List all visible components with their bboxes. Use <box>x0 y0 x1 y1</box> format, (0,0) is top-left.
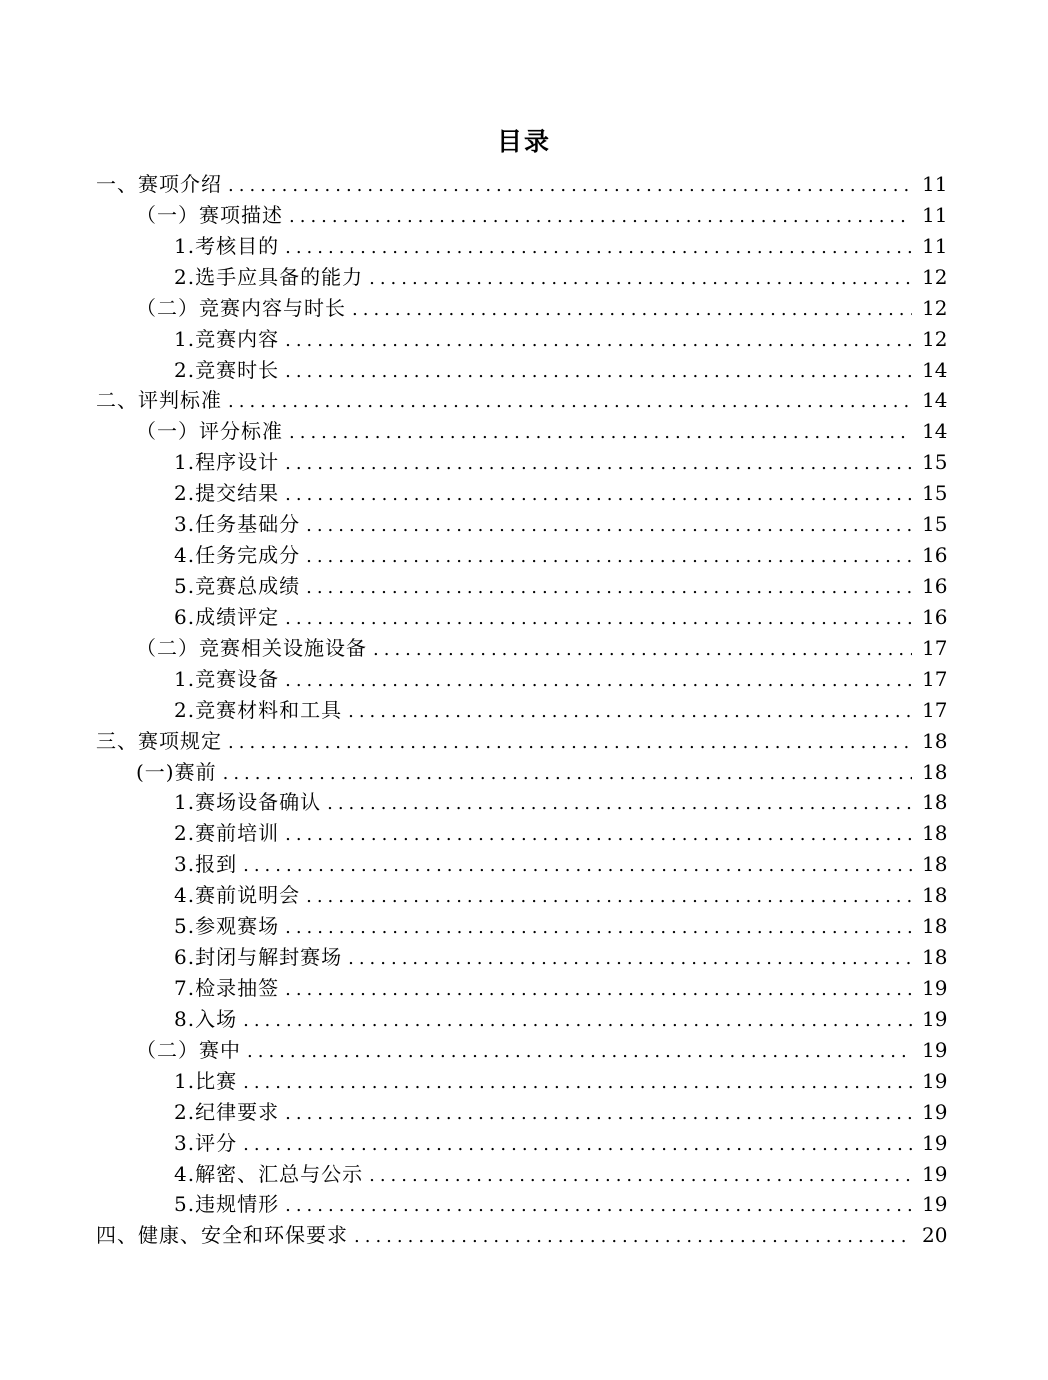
toc-dot-leader <box>243 1068 912 1099</box>
toc-entry[interactable] <box>96 385 946 416</box>
toc-entry-page-number: 14 <box>922 388 948 413</box>
toc-entry-label: 7.检录抽签 <box>174 975 280 1000</box>
toc-dot-leader <box>285 326 912 357</box>
toc-entry-page-number: 19 <box>922 1006 948 1031</box>
toc-dot-leader <box>243 1006 912 1037</box>
toc-entry[interactable] <box>96 1035 946 1066</box>
toc-entry-label: 1.竞赛设备 <box>174 666 280 691</box>
toc-entry-page-number: 19 <box>922 1099 948 1124</box>
toc-entry-page-number: 17 <box>922 635 948 660</box>
toc-entry[interactable] <box>96 1066 946 1097</box>
toc-dot-leader <box>285 233 912 264</box>
toc-dot-leader <box>285 666 912 697</box>
toc-dot-leader <box>243 851 912 882</box>
toc-entry[interactable] <box>96 293 946 324</box>
toc-dot-leader <box>369 264 912 295</box>
toc-entry-label: （二）赛中 <box>136 1037 241 1062</box>
toc-entry[interactable] <box>96 447 946 478</box>
toc-dot-leader <box>306 573 912 604</box>
toc-entry-page-number: 12 <box>922 326 948 351</box>
toc-dot-leader <box>285 913 912 944</box>
toc-entry[interactable] <box>96 231 946 262</box>
toc-entry[interactable] <box>96 911 946 942</box>
toc-entry-label: （二）竞赛相关设施设备 <box>136 635 367 660</box>
toc-entry[interactable] <box>96 262 946 293</box>
toc-entry[interactable] <box>96 169 946 200</box>
toc-dot-leader <box>327 789 912 820</box>
toc-dot-leader <box>352 295 912 326</box>
toc-entry-page-number: 19 <box>922 1130 948 1155</box>
toc-entry-label: 三、赛项规定 <box>96 728 222 753</box>
toc-entry[interactable] <box>96 1189 946 1220</box>
toc-entry-label: 一、赛项介绍 <box>96 172 222 196</box>
toc-dot-leader <box>247 1037 912 1068</box>
toc-entry-page-number: 12 <box>922 295 948 320</box>
toc-entry-label: （二）竞赛内容与时长 <box>136 295 346 320</box>
toc-entry-page-number: 11 <box>922 172 948 196</box>
toc-dot-leader <box>285 1191 912 1222</box>
toc-entry[interactable] <box>96 324 946 355</box>
toc-dot-leader <box>289 418 912 449</box>
toc-entry-label: 1.程序设计 <box>174 450 280 475</box>
toc-entry-label: 6.成绩评定 <box>174 604 280 629</box>
toc-entry-page-number: 11 <box>922 233 948 258</box>
toc-entry-label: 4.解密、汇总与公示 <box>174 1161 364 1186</box>
toc-entry[interactable] <box>96 664 946 695</box>
toc-entry-label: 2.竞赛时长 <box>174 357 280 382</box>
toc-dot-leader <box>285 357 912 388</box>
toc-entry[interactable] <box>96 726 946 757</box>
toc-entry-label: 1.竞赛内容 <box>174 326 280 351</box>
toc-entry-page-number: 18 <box>922 821 948 846</box>
toc-entry[interactable] <box>96 509 946 540</box>
toc-entry-label: 2.选手应具备的能力 <box>174 264 364 289</box>
toc-entry-page-number: 17 <box>922 666 948 691</box>
toc-entry-label: 2.赛前培训 <box>174 821 280 846</box>
toc-entry-label: 3.评分 <box>174 1130 238 1155</box>
toc-entry-page-number: 18 <box>922 883 948 908</box>
toc-entry[interactable] <box>96 757 946 788</box>
toc-entry-page-number: 15 <box>922 450 948 475</box>
toc-entry[interactable] <box>96 973 946 1004</box>
toc-entry[interactable] <box>96 1220 946 1251</box>
toc-entry-page-number: 19 <box>922 1068 948 1093</box>
toc-entry[interactable] <box>96 1159 946 1190</box>
toc-dot-leader <box>285 604 912 635</box>
toc-entry-label: 1.考核目的 <box>174 233 280 258</box>
toc-entry-page-number: 18 <box>922 945 948 970</box>
toc-entry[interactable] <box>96 200 946 231</box>
toc-entry-label: 二、评判标准 <box>96 388 222 413</box>
toc-entry-label: (一)赛前 <box>136 759 217 784</box>
toc-entry-page-number: 18 <box>922 790 948 815</box>
toc-entry[interactable] <box>96 416 946 447</box>
toc-dot-leader <box>373 635 912 666</box>
toc-entry-label: 8.入场 <box>174 1006 238 1031</box>
toc-entry-page-number: 18 <box>922 914 948 939</box>
toc-entry-label: 4.赛前说明会 <box>174 883 301 908</box>
toc-entry-label: 四、健康、安全和环保要求 <box>96 1223 348 1248</box>
toc-dot-leader <box>306 511 912 542</box>
toc-entry-label: 5.参观赛场 <box>174 914 280 939</box>
toc-entry-label: （一）评分标准 <box>136 419 283 444</box>
toc-entry-label: 5.竞赛总成绩 <box>174 573 301 598</box>
toc-entry[interactable] <box>96 1004 946 1035</box>
toc-dot-leader <box>228 387 912 418</box>
toc-entry-page-number: 19 <box>922 1192 948 1217</box>
toc-entry-page-number: 15 <box>922 481 948 506</box>
toc-entry-label: 1.赛场设备确认 <box>174 790 322 815</box>
toc-entry-label: 5.违规情形 <box>174 1192 280 1217</box>
toc-entry[interactable] <box>96 787 946 818</box>
toc-dot-leader <box>285 820 912 851</box>
toc-entry[interactable] <box>96 633 946 664</box>
toc-entry-label: 2.提交结果 <box>174 481 280 506</box>
toc-entry[interactable] <box>96 602 946 633</box>
toc-entry-label: 4.任务完成分 <box>174 543 301 568</box>
toc-dot-leader <box>285 1099 912 1130</box>
toc-entry-label: 6.封闭与解封赛场 <box>174 945 343 970</box>
toc-dot-leader <box>306 882 912 913</box>
toc-entry-label: 3.任务基础分 <box>174 512 301 537</box>
toc-list <box>96 169 946 1251</box>
toc-entry-page-number: 19 <box>922 1161 948 1186</box>
toc-entry-page-number: 12 <box>922 264 948 289</box>
toc-entry-label: （一）赛项描述 <box>136 202 283 227</box>
toc-entry-page-number: 16 <box>922 604 948 629</box>
toc-entry[interactable] <box>96 355 946 386</box>
toc-entry-page-number: 11 <box>922 202 948 227</box>
toc-entry-page-number: 18 <box>922 852 948 877</box>
toc-dot-leader <box>285 975 912 1006</box>
toc-dot-leader <box>285 480 912 511</box>
toc-dot-leader <box>243 1130 912 1161</box>
toc-entry-page-number: 14 <box>922 419 948 444</box>
toc-entry[interactable] <box>96 478 946 509</box>
toc-entry-label: 2.纪律要求 <box>174 1099 280 1124</box>
toc-entry-page-number: 20 <box>922 1223 948 1248</box>
toc-dot-leader <box>369 1161 912 1192</box>
toc-entry-page-number: 16 <box>922 573 948 598</box>
toc-dot-leader <box>306 542 912 573</box>
toc-entry-label: 1.比赛 <box>174 1068 238 1093</box>
toc-dot-leader <box>223 759 912 790</box>
toc-entry[interactable] <box>96 571 946 602</box>
toc-entry[interactable] <box>96 818 946 849</box>
toc-dot-leader <box>348 944 912 975</box>
toc-entry[interactable] <box>96 849 946 880</box>
toc-dot-leader <box>228 171 912 202</box>
toc-dot-leader <box>354 1222 912 1253</box>
toc-entry-label: 3.报到 <box>174 852 238 877</box>
toc-entry-label: 2.竞赛材料和工具 <box>174 697 343 722</box>
toc-entry[interactable] <box>96 1097 946 1128</box>
toc-entry-page-number: 18 <box>922 759 948 784</box>
toc-dot-leader <box>228 728 912 759</box>
toc-entry[interactable] <box>96 540 946 571</box>
toc-entry-page-number: 15 <box>922 512 948 537</box>
toc-entry-page-number: 14 <box>922 357 948 382</box>
toc-title: 目录 <box>496 127 551 156</box>
toc-entry[interactable] <box>96 1128 946 1159</box>
toc-entry[interactable] <box>96 880 946 911</box>
toc-entry-page-number: 17 <box>922 697 948 722</box>
toc-entry-page-number: 18 <box>922 728 948 753</box>
toc-entry-page-number: 19 <box>922 975 948 1000</box>
toc-entry[interactable] <box>96 695 946 726</box>
toc-entry-page-number: 19 <box>922 1037 948 1062</box>
toc-entry-page-number: 16 <box>922 543 948 568</box>
toc-dot-leader <box>285 449 912 480</box>
toc-dot-leader <box>348 697 912 728</box>
toc-dot-leader <box>289 202 912 233</box>
toc-entry[interactable] <box>96 942 946 973</box>
